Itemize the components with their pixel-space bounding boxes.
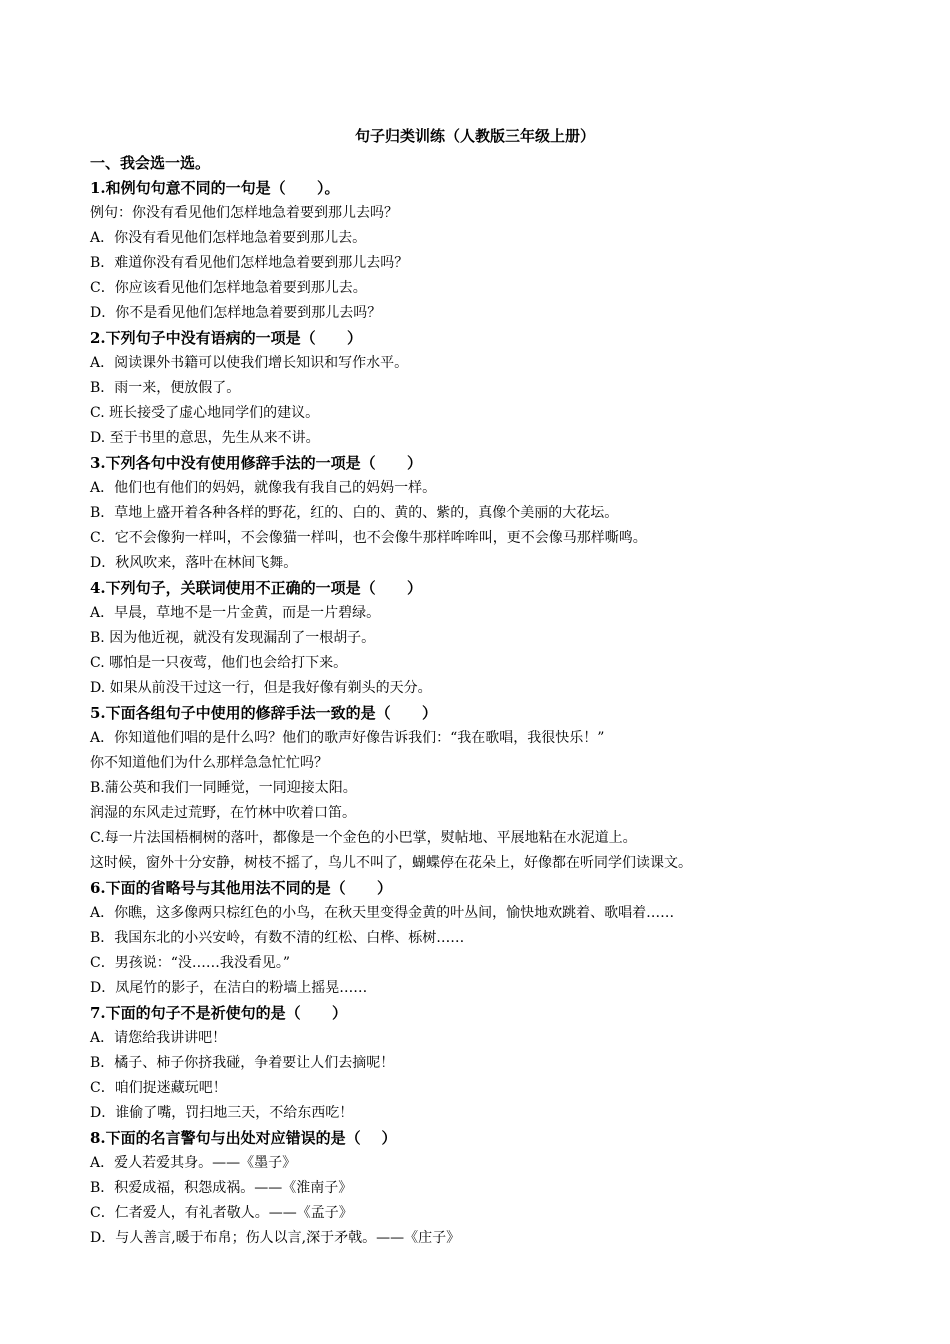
question-stem: 6.下面的省略号与其他用法不同的是（ ） (90, 879, 392, 897)
question-line: C．它不会像狗一样叫，不会像猫一样叫，也不会像牛那样哞哞叫，更不会像马那样嘶鸣。 (90, 530, 647, 546)
question-stem: 4.下列句子，关联词使用不正确的一项是（ ） (90, 579, 422, 597)
question-line: B．草地上盛开着各种各样的野花，红的、白的、黄的、紫的，真像个美丽的大花坛。 (90, 505, 619, 521)
worksheet-page (90, 124, 860, 1251)
question-2 (90, 326, 860, 451)
question-line: A．你知道他们唱的是什么吗？他们的歌声好像告诉我们：“我在歌唱，我很快乐！” (90, 730, 605, 746)
question-stem: 7.下面的句子不是祈使句的是（ ） (90, 1004, 347, 1022)
question-1 (90, 176, 860, 326)
question-4 (90, 576, 860, 701)
section-heading: 一、我会选一选。 (90, 154, 211, 172)
question-line: C．仁者爱人，有礼者敬人。——《孟子》 (90, 1205, 353, 1221)
question-line: A．你没有看见他们怎样地急着要到那儿去。 (90, 230, 367, 246)
question-line: C.每一片法国梧桐树的落叶，都像是一个金色的小巴掌，熨帖地、平展地粘在水泥道上。 (90, 830, 637, 846)
question-stem: 2.下列句子中没有语病的一项是（ ） (90, 329, 362, 347)
question-8 (90, 1126, 860, 1251)
question-line: B．橘子、柿子你挤我碰，争着要让人们去摘呢！ (90, 1055, 395, 1071)
question-line: B．难道你没有看见他们怎样地急着要到那儿去吗？ (90, 255, 409, 271)
question-line: D．凤尾竹的影子，在洁白的粉墙上摇晃…… (90, 980, 368, 996)
question-stem: 3.下列各句中没有使用修辞手法的一项是（ ） (90, 454, 422, 472)
question-line: A．爱人若爱其身。——《墨子》 (90, 1155, 297, 1171)
question-line: 润湿的东风走过荒野，在竹林中吹着口笛。 (90, 805, 356, 821)
question-line: A．你瞧，这多像两只棕红色的小鸟，在秋天里变得金黄的叶丛间，愉快地欢跳着、歌唱着…… (90, 905, 675, 921)
question-7 (90, 1001, 860, 1126)
question-line: C．男孩说：“没……我没看见。” (90, 955, 291, 971)
question-line: B. 因为他近视，就没有发现漏刮了一根胡子。 (90, 630, 376, 646)
question-line: D．与人善言,暖于布帛；伤人以言,深于矛戟。——《庄子》 (90, 1230, 461, 1246)
question-line: C．咱们捉迷藏玩吧！ (90, 1080, 227, 1096)
question-3 (90, 451, 860, 576)
question-line: D. 至于书里的意思，先生从来不讲。 (90, 430, 320, 446)
question-line: B.蒲公英和我们一同睡觉，一同迎接太阳。 (90, 780, 357, 796)
question-line: B．我国东北的小兴安岭，有数不清的红松、白桦、栎树…… (90, 930, 465, 946)
question-5 (90, 701, 860, 876)
question-stem: 5.下面各组句子中使用的修辞手法一致的是（ ） (90, 704, 437, 722)
question-stem: 8.下面的名言警句与出处对应错误的是（ ） (90, 1129, 397, 1147)
question-line: B．雨一来，便放假了。 (90, 380, 241, 396)
question-line: C．你应该看见他们怎样地急着要到那儿去。 (90, 280, 367, 296)
question-line: 例句：你没有看见他们怎样地急着要到那儿去吗？ (90, 205, 398, 221)
question-line: 这时候，窗外十分安静，树枝不摇了，鸟儿不叫了，蝴蝶停在花朵上，好像都在听同学们读课文。 (90, 855, 692, 871)
question-line: C. 班长接受了虚心地同学们的建议。 (90, 405, 320, 421)
question-line: C. 哪怕是一只夜莺，他们也会给打下来。 (90, 655, 348, 671)
page-title: 句子归类训练（人教版三年级上册） (354, 127, 595, 145)
question-line: B．积爱成福，积怨成祸。——《淮南子》 (90, 1180, 353, 1196)
question-line: A．阅读课外书籍可以使我们增长知识和写作水平。 (90, 355, 409, 371)
question-line: D. 如果从前没干过这一行，但是我好像有剃头的天分。 (90, 680, 432, 696)
question-line: D．谁偷了嘴，罚扫地三天，不给东西吃！ (90, 1105, 354, 1121)
question-6 (90, 876, 860, 1001)
question-line: A．请您给我讲讲吧！ (90, 1030, 227, 1046)
question-line: A．早晨，草地不是一片金黄，而是一片碧绿。 (90, 605, 381, 621)
question-line: D．秋风吹来，落叶在林间飞舞。 (90, 555, 298, 571)
question-line: A．他们也有他们的妈妈，就像我有我自己的妈妈一样。 (90, 480, 437, 496)
question-list (90, 176, 860, 1251)
question-line: D．你不是看见他们怎样地急着要到那儿去吗？ (90, 305, 382, 321)
question-line: 你不知道他们为什么那样急急忙忙吗？ (90, 755, 328, 771)
question-stem: 1.和例句句意不同的一句是（ ）。 (90, 179, 340, 197)
